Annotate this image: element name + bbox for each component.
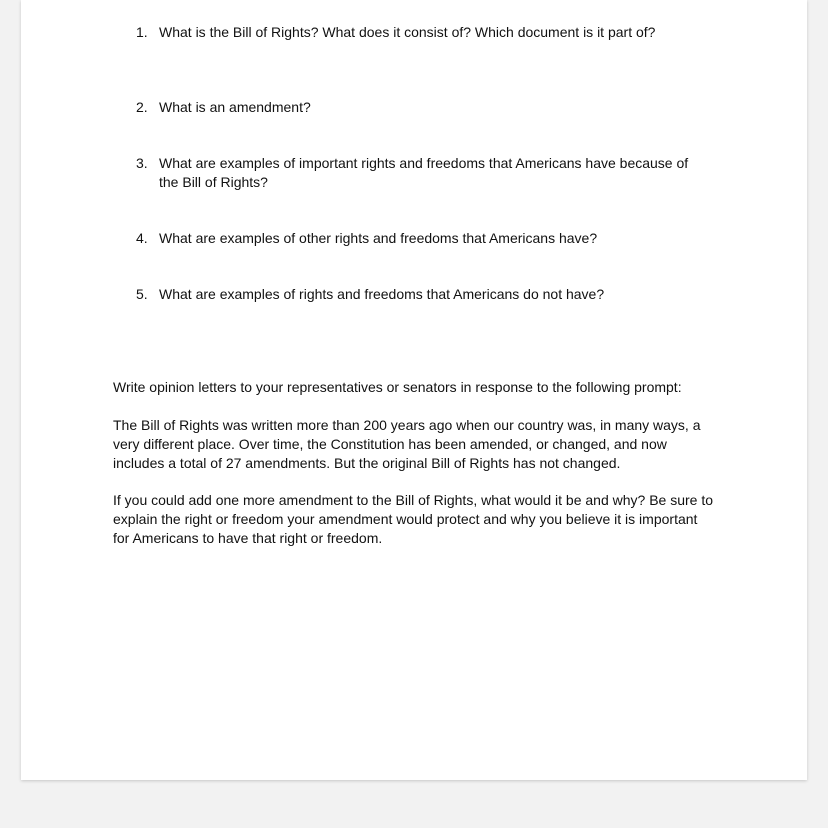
question-text: What is the Bill of Rights? What does it consist of? Which document is it part of? <box>159 24 656 40</box>
question-number: 4. <box>136 230 148 246</box>
question-number: 1. <box>136 24 148 40</box>
document-page <box>21 0 807 780</box>
document-content <box>21 0 807 780</box>
question-text: What are examples of important rights and freedoms that Americans have because of the Bill of Rights? <box>159 155 689 190</box>
prompt-paragraph-1: The Bill of Rights was written more than 200 years ago when our country was, in many ways, a very different place. Over time, the Constitution has been amended, or changed, and now includes a total of 27 amendments. But the original Bill of Rights has not changed. <box>113 417 701 471</box>
question-text: What is an amendment? <box>159 99 311 115</box>
question-text: What are examples of other rights and freedoms that Americans have? <box>159 230 598 246</box>
prompt-paragraph-2: If you could add one more amendment to the Bill of Rights, what would it be and why? Be sure to explain the right or freedom your amendment would protect and why you believe it is important for Americans to have that right or freedom. <box>113 492 714 546</box>
prompt-intro: Write opinion letters to your representatives or senators in response to the following prompt: <box>113 379 682 395</box>
question-number: 3. <box>136 155 148 171</box>
question-number: 5. <box>136 286 148 302</box>
question-text: What are examples of rights and freedoms that Americans do not have? <box>159 286 605 302</box>
question-number: 2. <box>136 99 148 115</box>
